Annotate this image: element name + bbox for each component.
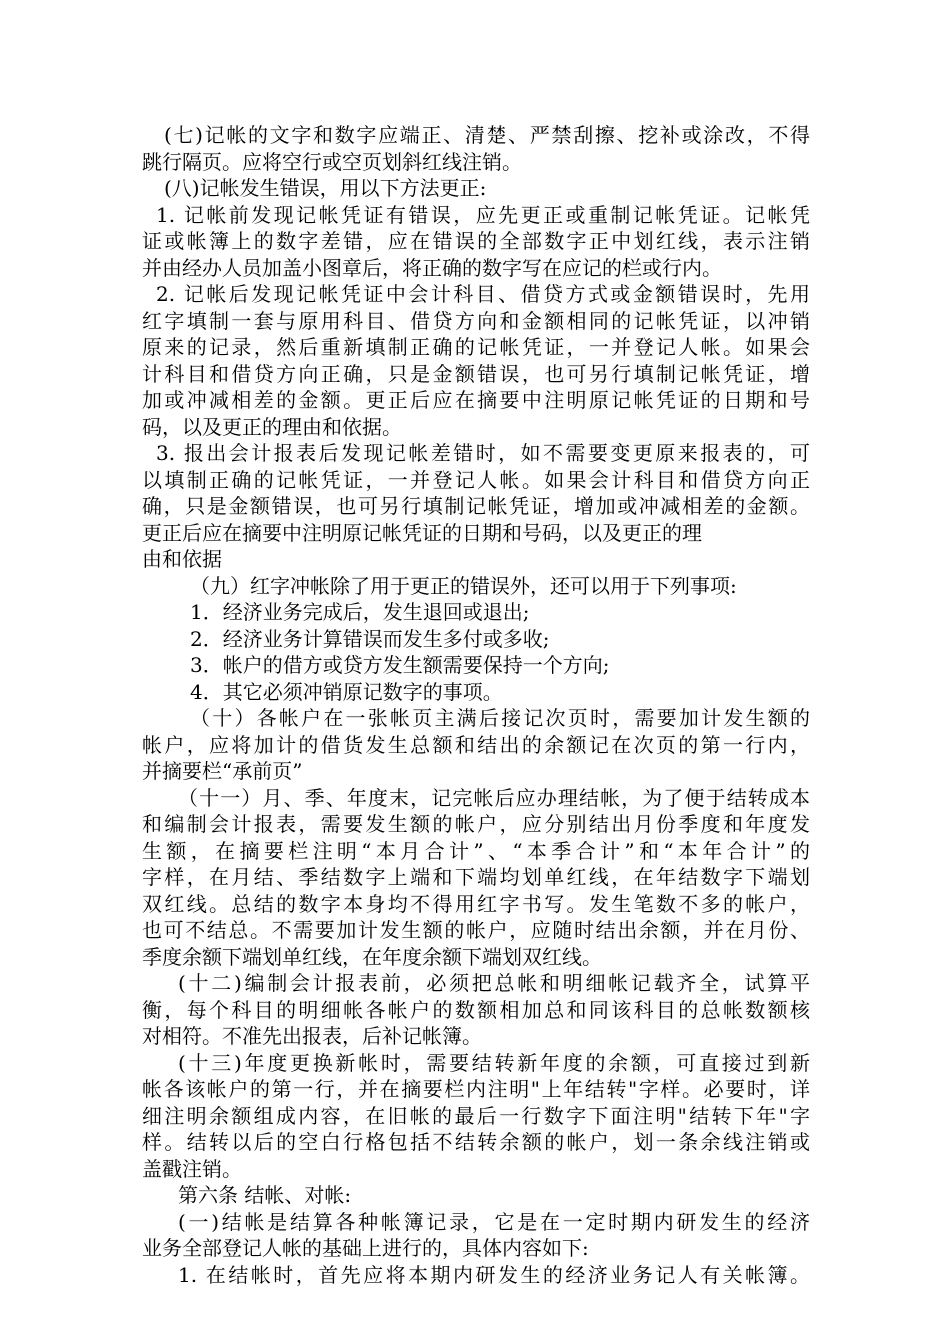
paragraph-line: (十三)年度更换新帐时，需要结转新年度的余额，可直接过到新	[178, 1050, 810, 1075]
paragraph-line: 双红线。总结的数字本身均不得用红字书写。发生笔数不多的帐户，	[142, 891, 810, 916]
paragraph-line: （十）各帐户在一张帐页主满后接记次页时，需要加计发生额的	[190, 706, 810, 730]
paragraph-line: （九）红字冲帐除了用于更正的错误外，还可以用于下列事项:	[190, 573, 737, 598]
paragraph-line: 1. 在结帐时，首先应将本期内研发生的经济业务记人有关帐簿。	[178, 1262, 810, 1287]
list-item: 1．经济业务完成后，发生退回或退出;	[190, 600, 530, 624]
paragraph-line: 并摘要栏“承前页”	[142, 759, 303, 783]
paragraph-line: 确，只是金额错误，也可另行填制记帐凭证，增加或冲减相差的金额。	[142, 494, 810, 518]
paragraph-line: 帐各该帐户的第一行，并在摘要栏内注明"上年结转"字样。必要时，详	[142, 1077, 810, 1101]
section-heading: 第六条 结帐、对帐:	[178, 1183, 352, 1207]
paragraph-line: (八)记帐发生错误，用以下方法更正:	[164, 176, 487, 200]
paragraph-line: 由和依据	[142, 547, 222, 571]
paragraph-line: 以填制正确的记帐凭证，一并登记人帐。如果会计科目和借贷方向正	[142, 467, 810, 492]
paragraph-line: （十一）月、季、年度末，记完帐后应办理结帐，为了便于结转成本	[178, 785, 810, 810]
paragraph-line: 码，以及更正的理由和依据。	[142, 414, 402, 439]
paragraph-line: 计科目和借贷方向正确，只是金额错误，也可另行填制记帐凭证，增	[142, 361, 810, 386]
paragraph-line: 原来的记录，然后重新填制正确的记帐凭证，一并登记人帐。如果会	[142, 335, 810, 359]
document-page	[142, 122, 810, 1288]
list-item: 4．其它必须冲销原记数字的事项。	[190, 679, 503, 704]
paragraph-line: 3. 报出会计报表后发现记帐差错时，如不需要变更原来报表的，可	[156, 441, 810, 465]
list-item: 2．经济业务计算错误而发生多付或多收;	[190, 626, 550, 651]
paragraph-line: 盖戳注销。	[142, 1156, 242, 1181]
list-item: 3．帐户的借方或贷方发生额需要保持一个方向;	[190, 653, 610, 677]
paragraph-line: 更正后应在摘要中注明原记帐凭证的日期和号码，以及更正的理	[142, 520, 702, 545]
paragraph-line: 样。结转以后的空白行格包括不结转余额的帐户，划一条余线注销或	[142, 1130, 810, 1154]
paragraph-line: 证或帐簿上的数字差错，应在错误的全部数字正中划红线，表示注销	[142, 229, 810, 253]
paragraph-line: 也可不结总。不需要加计发生额的帐户，应随时结出余额，并在月份、	[142, 918, 810, 942]
paragraph-line: 生额，在摘要栏注明“本月合计”、“本季合计”和“本年合计”的	[142, 838, 810, 863]
paragraph-line: 季度余额下端划单红线，在年度余额下端划双红线。	[142, 944, 602, 969]
paragraph-line: (七)记帐的文字和数字应端正、清楚、严禁刮擦、挖补或涂改，不得	[164, 123, 810, 147]
paragraph-line: 1. 记帐前发现记帐凭证有错误，应先更正或重制记帐凭证。记帐凭	[156, 202, 810, 227]
paragraph-line: 2. 记帐后发现记帐凭证中会计科目、借贷方式或金额错误时，先用	[156, 282, 810, 306]
paragraph-line: 业务全部登记人帐的基础上进行的，具体内容如下:	[142, 1236, 589, 1260]
paragraph-line: 和编制会计报表，需要发生额的帐户，应分别结出月份季度和年度发	[142, 812, 810, 836]
paragraph-line: (十二)编制会计报表前，必须把总帐和明细帐记载齐全，试算平	[178, 971, 810, 995]
paragraph-line: (一)结帐是结算各种帐簿记录，它是在一定时期内研发生的经济	[178, 1209, 810, 1234]
paragraph-line: 并由经办人员加盖小图章后，将正确的数字写在应记的栏或行内。	[142, 255, 722, 280]
paragraph-line: 跳行隔页。应将空行或空页划斜红线注销。	[142, 149, 522, 174]
paragraph-line: 加或冲减相差的金额。更正后应在摘要中注明原记帐凭证的日期和号	[142, 388, 810, 412]
paragraph-line: 红字填制一套与原用科目、借贷方向和金额相同的记帐凭证，以冲销	[142, 308, 810, 333]
paragraph-line: 衡，每个科目的明细帐各帐户的数额相加总和同该科目的总帐数额核	[142, 997, 810, 1022]
paragraph-line: 对相符。不准先出报表，后补记帐簿。	[142, 1024, 482, 1048]
paragraph-line: 字样，在月结、季结数字上端和下端均划单红线，在年结数字下端划	[142, 865, 810, 889]
paragraph-line: 帐户，应将加计的借货发生总额和结出的余额记在次页的第一行内，	[142, 732, 810, 757]
paragraph-line: 细注明余额组成内容，在旧帐的最后一行数字下面注明"结转下年"字	[142, 1103, 810, 1128]
